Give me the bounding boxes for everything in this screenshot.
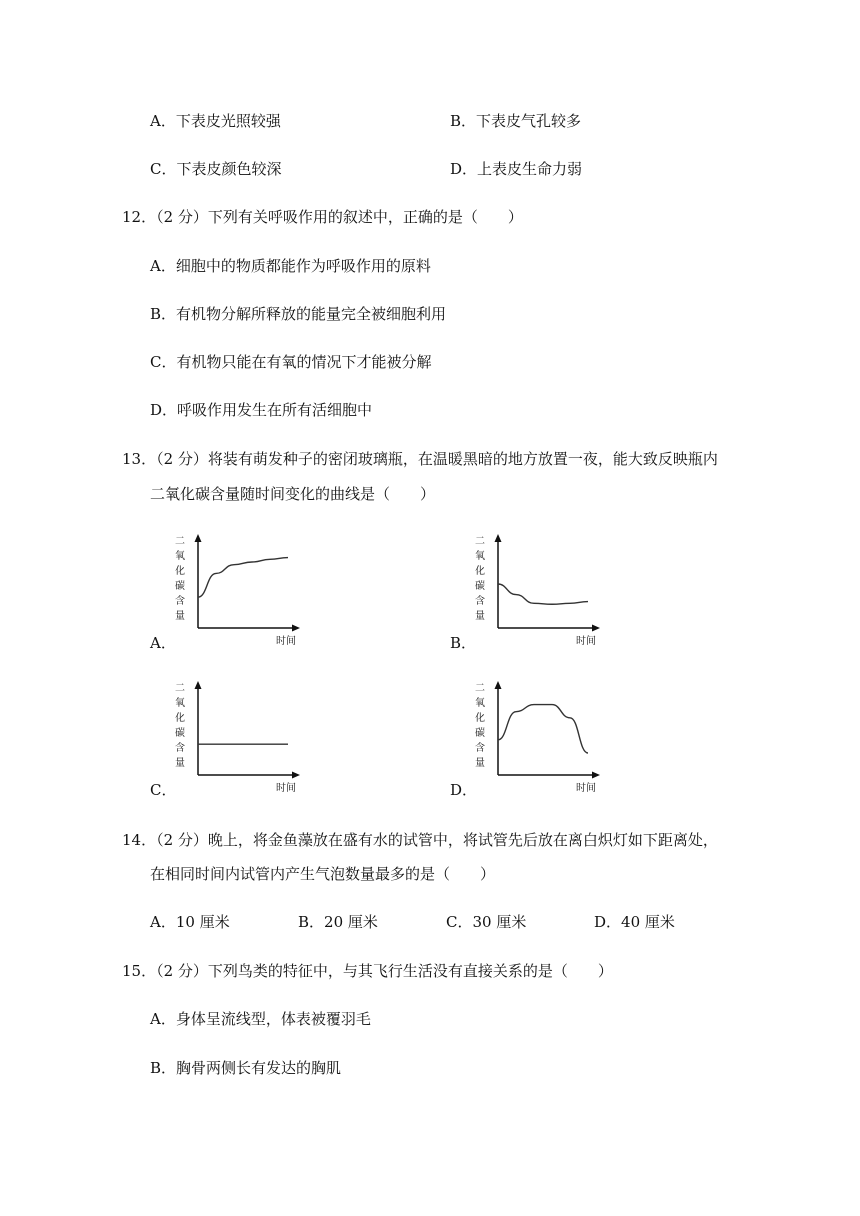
x-axis-arrow-b [592, 625, 600, 632]
q13-graph-d-svg [470, 677, 620, 797]
x-axis-arrow-d [592, 772, 600, 779]
y-label-char-b: 二 [475, 536, 485, 547]
q11-option-d: D．上表皮生命力弱 [450, 160, 583, 178]
y-label-char-a: 含 [175, 596, 185, 607]
q13-stem-line1: 13．（2 分）将装有萌发种子的密闭玻璃瓶，在温暖黑暗的地方放置一夜，能大致反映瓶内 [122, 450, 718, 468]
q12-stem: 12．（2 分）下列有关呼吸作用的叙述中，正确的是（ ） [122, 208, 523, 226]
y-label-char-c: 化 [175, 713, 185, 724]
x-label-a: 时间 [276, 636, 296, 647]
y-label-char-a: 量 [175, 611, 185, 622]
co2-curve-d [498, 705, 588, 753]
q12-option-b: B．有机物分解所释放的能量完全被细胞利用 [150, 305, 447, 323]
y-label-char-c: 二 [175, 683, 185, 694]
q13-stem-line2: 二氧化碳含量随时间变化的曲线是（ ） [150, 485, 436, 503]
x-axis-arrow-c [292, 772, 300, 779]
co2-curve-b [498, 584, 588, 604]
y-axis-arrow-a [195, 534, 202, 542]
y-label-char-a: 氧 [175, 551, 185, 562]
q13-option-c-label: C． [150, 781, 177, 799]
q14-option-d: D．40 厘米 [594, 913, 675, 931]
y-label-char-c: 氧 [175, 698, 185, 709]
q15-option-b: B．胸骨两侧长有发达的胸肌 [150, 1059, 342, 1077]
y-label-char-b: 碳 [475, 581, 485, 592]
q13-graph-b [470, 530, 620, 650]
y-axis-arrow-b [495, 534, 502, 542]
q15-option-a: A．身体呈流线型，体表被覆羽毛 [150, 1010, 371, 1028]
y-label-char-b: 量 [475, 611, 485, 622]
q14-stem-line2: 在相同时间内试管内产生气泡数量最多的是（ ） [150, 865, 496, 883]
y-label-char-d: 含 [475, 743, 485, 754]
q12-option-a: A．细胞中的物质都能作为呼吸作用的原料 [150, 257, 431, 275]
q15-stem: 15．（2 分）下列鸟类的特征中，与其飞行生活没有直接关系的是（ ） [122, 962, 613, 980]
q11-option-a: A．下表皮光照较强 [150, 112, 281, 130]
q14-stem-line1: 14．（2 分）晚上，将金鱼藻放在盛有水的试管中，将试管先后放在离白炽灯如下距离处， [122, 831, 718, 849]
q13-graph-a [170, 530, 320, 650]
y-label-char-b: 含 [475, 596, 485, 607]
q13-option-a-label: A． [150, 634, 176, 652]
q13-graph-c-svg [170, 677, 320, 797]
y-label-char-d: 氧 [475, 698, 485, 709]
y-label-char-a: 化 [175, 566, 185, 577]
q13-graph-d [470, 677, 620, 797]
q13-graph-a-svg [170, 530, 320, 650]
q13-option-b-label: B． [450, 634, 477, 652]
y-label-char-a: 二 [175, 536, 185, 547]
q12-option-c: C．有机物只能在有氧的情况下才能被分解 [150, 353, 432, 371]
q13-option-d-label: D． [450, 781, 478, 799]
x-label-b: 时间 [576, 636, 596, 647]
y-label-char-c: 碳 [175, 728, 185, 739]
q14-option-a: A．10 厘米 [150, 913, 230, 931]
co2-curve-a [198, 558, 288, 598]
y-label-char-c: 量 [175, 758, 185, 769]
q11-option-c: C．下表皮颜色较深 [150, 160, 282, 178]
y-label-char-d: 二 [475, 683, 485, 694]
y-label-char-d: 量 [475, 758, 485, 769]
y-label-char-d: 化 [475, 713, 485, 724]
q12-option-d: D．呼吸作用发生在所有活细胞中 [150, 401, 373, 419]
y-axis-arrow-d [495, 681, 502, 689]
y-label-char-c: 含 [175, 743, 185, 754]
x-label-d: 时间 [576, 783, 596, 794]
y-label-char-d: 碳 [475, 728, 485, 739]
x-label-c: 时间 [276, 783, 296, 794]
q14-option-b: B．20 厘米 [298, 913, 378, 931]
y-label-char-a: 碳 [175, 581, 185, 592]
y-label-char-b: 氧 [475, 551, 485, 562]
q14-option-c: C．30 厘米 [446, 913, 527, 931]
q11-option-b: B．下表皮气孔较多 [450, 112, 582, 130]
x-axis-arrow-a [292, 625, 300, 632]
y-label-char-b: 化 [475, 566, 485, 577]
y-axis-arrow-c [195, 681, 202, 689]
q13-graph-b-svg [470, 530, 620, 650]
q13-graph-c [170, 677, 320, 797]
